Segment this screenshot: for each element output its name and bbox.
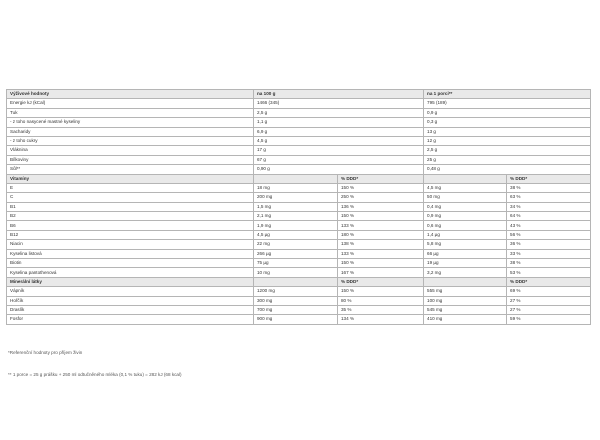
value-per-portion: 12 g [424, 136, 591, 145]
value-per-portion: 0,9 g [424, 108, 591, 117]
percent-ddd-per-100g: 136 % [338, 202, 424, 211]
percent-ddd-per-100g: 150 % [338, 287, 424, 296]
value-per-100g: 200 mg [254, 193, 338, 202]
percent-ddd-per-portion: 59 % [507, 315, 591, 324]
value-per-100g: 300 mg [254, 296, 338, 305]
table-row [7, 155, 591, 164]
value-per-portion: 3,2 mg [424, 268, 507, 277]
table-row [7, 183, 591, 192]
nutrient-name: - z toho cukry [7, 136, 254, 145]
column-header-per-portion: na 1 porci** [424, 90, 591, 99]
value-per-portion: 0,4 mg [424, 202, 507, 211]
nutrient-name: Energie kJ (kCal) [7, 99, 254, 108]
percent-ddd-per-100g: 167 % [338, 268, 424, 277]
value-per-portion: 1,4 µg [424, 230, 507, 239]
value-per-100g: 6,9 g [254, 127, 424, 136]
value-per-100g: 22 mg [254, 240, 338, 249]
nutrient-name: Kyselina listová [7, 249, 254, 258]
value-per-portion: 25 g [424, 155, 591, 164]
nutrient-name: Niacin [7, 240, 254, 249]
value-per-100g: 4,5 µg [254, 230, 338, 239]
percent-ddd-per-100g: 35 % [338, 305, 424, 314]
percent-ddd-per-100g: 180 % [338, 230, 424, 239]
table-row [7, 315, 591, 324]
percent-ddd-per-portion: 36 % [507, 240, 591, 249]
value-per-100g: 18 mg [254, 183, 338, 192]
table-row [7, 240, 591, 249]
table-header-row [7, 90, 591, 99]
table-row [7, 212, 591, 221]
value-per-portion: 13 g [424, 127, 591, 136]
value-per-100g: 700 mg [254, 305, 338, 314]
value-per-100g: 1,1 g [254, 118, 424, 127]
nutrient-name: B12 [7, 230, 254, 239]
table-row [7, 305, 591, 314]
percent-ddd-per-100g: 133 % [338, 249, 424, 258]
value-per-100g: 17 g [254, 146, 424, 155]
section-header-cell: % DDD* [507, 277, 591, 286]
percent-ddd-per-100g: 250 % [338, 193, 424, 202]
percent-ddd-per-portion: 56 % [507, 230, 591, 239]
value-per-portion: 50 mg [424, 193, 507, 202]
percent-ddd-per-portion: 43 % [507, 221, 591, 230]
nutrient-name: Draslík [7, 305, 254, 314]
value-per-100g: 75 µg [254, 259, 338, 268]
nutrient-name: Fosfor [7, 315, 254, 324]
percent-ddd-per-portion: 38 % [507, 183, 591, 192]
table-row [7, 136, 591, 145]
footnote-portion: ** 1 porce = 25 g prášku + 250 ml odtučněného mléka (0,1 % tuku) = 282 kJ (68 kcal) [8, 372, 182, 377]
value-per-100g: 1200 mg [254, 287, 338, 296]
value-per-100g: 2,5 g [254, 108, 424, 117]
section-header-label: Vitamíny [7, 174, 254, 183]
table-header-row [7, 174, 591, 183]
nutrient-name: B2 [7, 212, 254, 221]
table-header-row [7, 277, 591, 286]
value-per-portion: 4,5 mg [424, 183, 507, 192]
table-row [7, 287, 591, 296]
value-per-portion: 0,3 g [424, 118, 591, 127]
nutrient-name: Vláknina [7, 146, 254, 155]
table-row [7, 99, 591, 108]
value-per-100g: 10 mg [254, 268, 338, 277]
value-per-100g: 2,1 mg [254, 212, 338, 221]
table-row [7, 118, 591, 127]
nutrient-name: E [7, 183, 254, 192]
percent-ddd-per-100g: 150 % [338, 212, 424, 221]
value-per-portion: 545 mg [424, 305, 507, 314]
value-per-100g: 4,5 g [254, 136, 424, 145]
percent-ddd-per-portion: 64 % [507, 212, 591, 221]
nutrient-name: Sůl** [7, 165, 254, 174]
table-row [7, 202, 591, 211]
column-header-per-100g: na 100 g [254, 90, 424, 99]
percent-ddd-per-100g: 80 % [338, 296, 424, 305]
nutrient-name: Sacharidy [7, 127, 254, 136]
section-header-cell [254, 174, 338, 183]
nutrient-name: B1 [7, 202, 254, 211]
footnote-reference: *Referenční hodnoty pro příjem živin [8, 350, 83, 355]
value-per-portion: 555 mg [424, 287, 507, 296]
section-header-cell: % DDD* [338, 277, 424, 286]
table-row [7, 296, 591, 305]
value-per-portion: 5,8 mg [424, 240, 507, 249]
value-per-portion: 66 µg [424, 249, 507, 258]
table-row [7, 146, 591, 155]
value-per-100g: 0,90 g [254, 165, 424, 174]
value-per-portion: 0,48 g [424, 165, 591, 174]
percent-ddd-per-portion: 33 % [507, 249, 591, 258]
table-row [7, 230, 591, 239]
percent-ddd-per-portion: 69 % [507, 287, 591, 296]
value-per-portion: 19 µg [424, 259, 507, 268]
table-row [7, 221, 591, 230]
table-row [7, 193, 591, 202]
nutrient-name: Vápník [7, 287, 254, 296]
percent-ddd-per-portion: 27 % [507, 296, 591, 305]
value-per-portion: 795 (189) [424, 99, 591, 108]
percent-ddd-per-portion: 34 % [507, 202, 591, 211]
percent-ddd-per-100g: 150 % [338, 183, 424, 192]
nutrient-name: Hořčík [7, 296, 254, 305]
percent-ddd-per-100g: 133 % [338, 221, 424, 230]
value-per-100g: 1,5 mg [254, 202, 338, 211]
table-row [7, 108, 591, 117]
table-row [7, 165, 591, 174]
value-per-portion: 0,9 mg [424, 212, 507, 221]
nutrient-name: Kyselina pantothenová [7, 268, 254, 277]
value-per-portion: 0,6 mg [424, 221, 507, 230]
section-header-label: Výživové hodnoty [7, 90, 254, 99]
percent-ddd-per-100g: 150 % [338, 259, 424, 268]
nutrient-name: B6 [7, 221, 254, 230]
table-row [7, 249, 591, 258]
table-row [7, 268, 591, 277]
nutrient-name: C [7, 193, 254, 202]
percent-ddd-per-100g: 134 % [338, 315, 424, 324]
value-per-100g: 266 µg [254, 249, 338, 258]
value-per-portion: 410 mg [424, 315, 507, 324]
percent-ddd-per-portion: 53 % [507, 268, 591, 277]
section-header-cell [424, 277, 507, 286]
value-per-100g: 1,9 mg [254, 221, 338, 230]
section-header-label: Minerální látky [7, 277, 254, 286]
value-per-100g: 67 g [254, 155, 424, 164]
section-header-cell [424, 174, 507, 183]
table-row [7, 259, 591, 268]
nutrient-name: Bílkoviny [7, 155, 254, 164]
value-per-portion: 2,5 g [424, 146, 591, 155]
table-row [7, 127, 591, 136]
section-header-cell: % DDD* [507, 174, 591, 183]
value-per-portion: 100 mg [424, 296, 507, 305]
nutrient-name: - z toho nasycené mastné kyseliny [7, 118, 254, 127]
nutrient-name: Tuk [7, 108, 254, 117]
section-header-cell [254, 277, 338, 286]
nutrient-name: Biotin [7, 259, 254, 268]
percent-ddd-per-portion: 63 % [507, 193, 591, 202]
nutrition-table [6, 89, 591, 325]
percent-ddd-per-100g: 138 % [338, 240, 424, 249]
percent-ddd-per-portion: 38 % [507, 259, 591, 268]
percent-ddd-per-portion: 27 % [507, 305, 591, 314]
value-per-100g: 1466 (345) [254, 99, 424, 108]
value-per-100g: 900 mg [254, 315, 338, 324]
section-header-cell: % DDD* [338, 174, 424, 183]
